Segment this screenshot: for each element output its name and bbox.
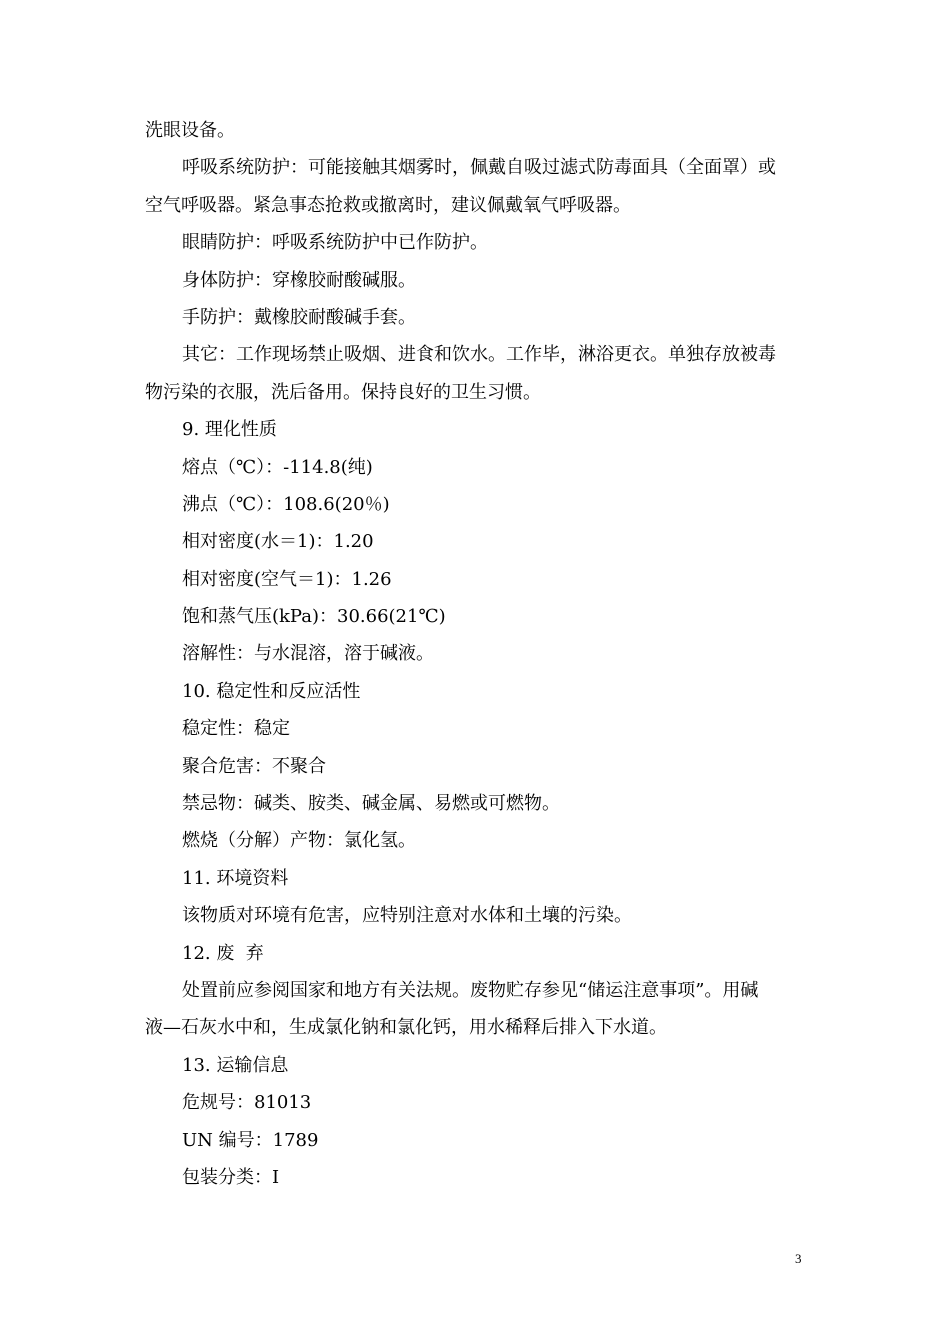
section-heading: 9. 理化性质 [182,419,277,441]
document-body [145,112,810,1196]
text-line: UN 编号：1789 [182,1129,319,1151]
text-line: 液—石灰水中和，生成氯化钠和氯化钙，用水稀释后排入下水道。 [145,1017,667,1039]
text-line: 燃烧（分解）产物：氯化氢。 [182,830,416,852]
text-line: 饱和蒸气压(kPa)：30.66(21℃) [182,606,446,628]
section-heading: 10. 稳定性和反应活性 [182,680,361,702]
text-line: 身体防护：穿橡胶耐酸碱服。 [182,269,416,291]
section-heading: 12. 废 弃 [182,942,264,964]
text-line: 该物质对环境有危害，应特别注意对水体和土壤的污染。 [182,905,632,927]
text-line: 相对密度(空气＝1)：1.26 [182,568,392,590]
text-line: 熔点（℃）：-114.8(纯) [182,456,373,478]
section-heading: 13. 运输信息 [182,1054,289,1076]
text-line: 相对密度(水＝1)：1.20 [182,531,374,553]
text-line: 空气呼吸器。紧急事态抢救或撤离时，建议佩戴氧气呼吸器。 [145,194,631,216]
text-line: 聚合危害：不聚合 [182,755,326,777]
text-line: 其它：工作现场禁止吸烟、进食和饮水。工作毕，淋浴更衣。单独存放被毒 [182,344,776,366]
text-line: 洗眼设备。 [145,120,235,141]
text-line: 呼吸系统防护：可能接触其烟雾时，佩戴自吸过滤式防毒面具（全面罩）或 [182,157,776,179]
text-line: 沸点（℃）：108.6(20％) [182,493,390,515]
text-line: 危规号：81013 [182,1092,312,1114]
text-line: 物污染的衣服，洗后备用。保持良好的卫生习惯。 [145,381,541,403]
page-number: 3 [795,1251,802,1266]
section-heading: 11. 环境资料 [182,867,289,889]
text-line: 手防护：戴橡胶耐酸碱手套。 [182,306,416,328]
text-line: 处置前应参阅国家和地方有关法规。废物贮存参见“储运注意事项”。用碱 [182,979,759,1001]
text-line: 禁忌物：碱类、胺类、碱金属、易燃或可燃物。 [182,793,560,815]
text-line: 包装分类：I [182,1166,280,1188]
text-line: 眼睛防护：呼吸系统防护中已作防护。 [182,232,488,254]
text-line: 溶解性：与水混溶，溶于碱液。 [182,643,434,665]
text-line: 稳定性：稳定 [182,718,290,740]
